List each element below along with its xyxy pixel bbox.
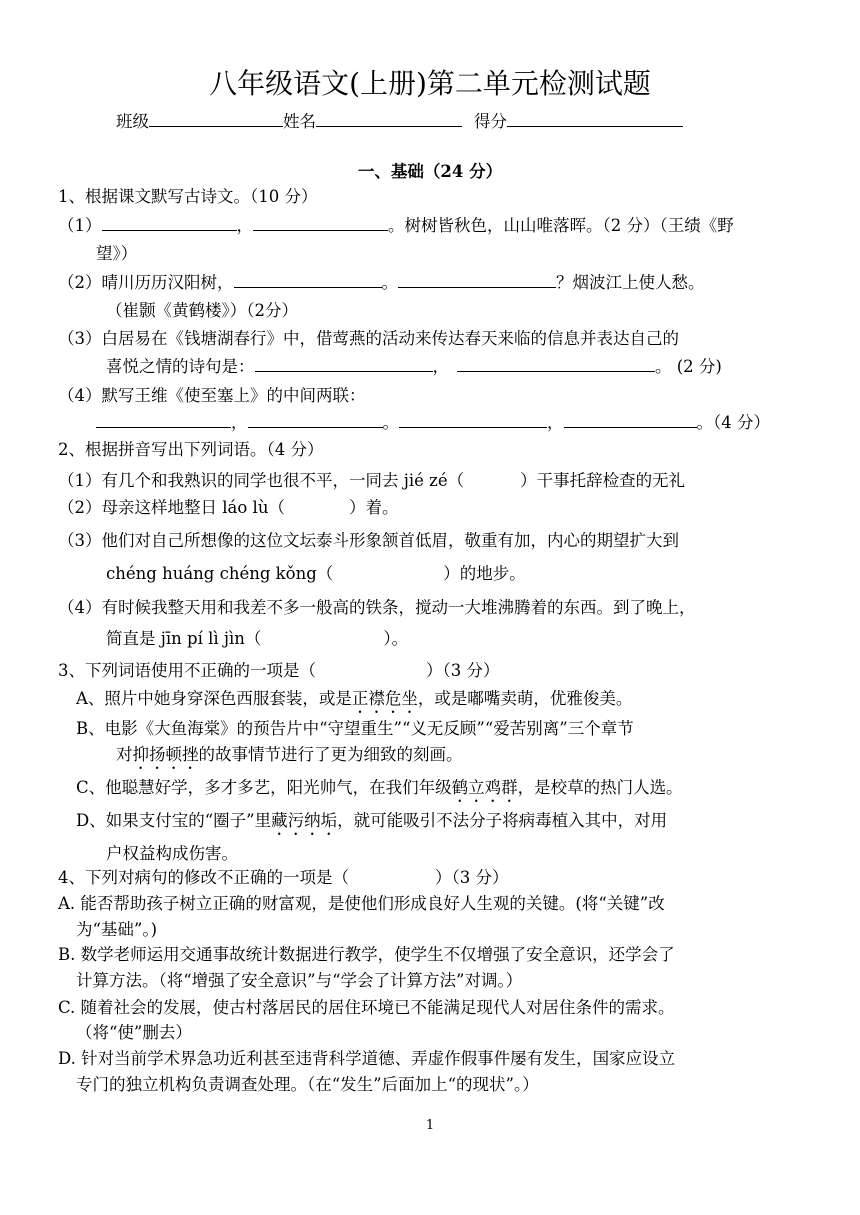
q1-item2-cont: （崔颢《黄鹤楼》）（2分）	[106, 301, 298, 320]
q1-item1: （1） ， 。树树皆秋色，山山唯落晖。（2 分）（王绩《野	[58, 216, 734, 235]
q2-title: 2、根据拼音写出下列词语。（4 分）	[58, 440, 324, 459]
answer-blank[interactable]	[399, 412, 547, 428]
class-field[interactable]	[149, 111, 283, 127]
answer-blank[interactable]	[234, 272, 382, 288]
q2-item3-line2: chéng huáng chéng kǒng（ ）的地步。	[106, 564, 526, 583]
emphasized-word: 抑扬顿挫	[132, 745, 199, 764]
q1-item3-line1: （3）白居易在《钱塘湖春行》中，借莺燕的活动来传达春天来临的信息并表达自己的	[58, 329, 679, 348]
emphasized-word: 藏污纳垢	[271, 811, 338, 830]
q4-option-b-line1: B. 数学老师运用交通事故统计数据进行教学，使学生不仅增强了安全意识，还学会了	[58, 945, 675, 964]
section-heading-basics: 一、基础（24 分）	[357, 162, 503, 181]
page-number: 1	[425, 1118, 435, 1133]
answer-blank[interactable]	[102, 215, 237, 231]
name-field[interactable]	[316, 111, 462, 127]
q4-option-a-line2: 为“基础”。)	[76, 920, 158, 939]
q2-item3-line1: （3）他们对自己所想像的这位文坛泰斗形象颔首低眉，敬重有加，内心的期望扩大到	[58, 531, 679, 550]
q4-option-b-line2: 计算方法。（将“增强了安全意识”与“学会了计算方法”对调。）	[76, 971, 523, 990]
q3-option-b-line1: B、电影《大鱼海棠》的预告片中“守望重生”“义无反顾”“爱苦别离”三个章节	[76, 719, 634, 738]
answer-blank[interactable]	[457, 356, 655, 372]
q3-option-a: A、照片中她身穿深色西服套装，或是正襟危坐，或是嘟嘴卖萌，优雅俊美。	[76, 689, 633, 708]
q3-option-b-line2: 对抑扬顿挫的故事情节进行了更为细致的刻画。	[116, 745, 463, 764]
q3-option-d-line2: 户权益构成伤害。	[106, 844, 238, 863]
q3-option-d-line1: D、如果支付宝的“圈子”里藏污纳垢，就可能吸引不法分子将病毒植入其中，对用	[76, 811, 668, 830]
q2-item2: （2）母亲这样地整日 láo lù（ ）着。	[58, 498, 399, 517]
answer-blank[interactable]	[253, 215, 388, 231]
q2-item4-line2: 简直是 jīn pí lì jìn（ ）。	[106, 629, 409, 648]
q1-item4-line2: ， 。 ， 。（4 分）	[96, 412, 770, 434]
answer-blank[interactable]	[96, 412, 231, 428]
answer-blank[interactable]	[398, 272, 556, 288]
q1-item1-cont: 望》）	[96, 244, 138, 263]
q1-title: 1、根据课文默写古诗文。（10 分）	[58, 187, 318, 206]
q4-option-c-line1: C. 随着社会的发展，使古村落居民的居住环境已不能满足现代人对居住条件的需求。	[58, 998, 675, 1017]
answer-blank[interactable]	[564, 412, 697, 428]
header-fields	[116, 111, 683, 133]
score-field[interactable]	[507, 111, 683, 127]
score-label: 得分	[474, 112, 507, 131]
q3-title: 3、下列词语使用不正确的一项是（ ）（3 分）	[58, 661, 500, 680]
name-label: 姓名	[283, 112, 316, 131]
answer-blank[interactable]	[248, 412, 383, 428]
q1-item3-line2: 喜悦之情的诗句是： ， 。 (2 分)	[106, 357, 722, 376]
class-label: 班级	[116, 112, 149, 131]
q4-title: 4、下列对病句的修改不正确的一项是（ ）（3 分）	[58, 868, 509, 887]
emphasized-word: 鹤立鸡群	[451, 778, 518, 797]
q4-option-a-line1: A. 能否帮助孩子树立正确的财富观，是使他们形成良好人生观的关键。(将“关键”改	[58, 894, 665, 913]
answer-blank[interactable]	[255, 356, 433, 372]
q2-item1: （1）有几个和我熟识的同学也很不平，一同去 jié zé（ ）干事托辞检查的无礼	[58, 471, 686, 490]
q1-item4-line1: （4）默写王维《使至塞上》的中间两联：	[58, 386, 366, 405]
q2-item4-line1: （4）有时候我整天用和我差不多一般高的铁条，搅动一大堆沸腾着的东西。到了晚上，	[58, 598, 696, 617]
q3-option-c: C、他聪慧好学，多才多艺，阳光帅气，在我们年级鹤立鸡群，是校草的热门人选。	[76, 778, 683, 797]
q4-option-d-line2: 专门的独立机构负责调查处理。（在“发生”后面加上“的现状”。）	[76, 1075, 539, 1094]
q4-option-c-line2: （将“使”删去）	[76, 1023, 192, 1042]
q1-item2: （2）晴川历历汉阳树， 。 ？烟波江上使人愁。	[58, 273, 705, 292]
page-title: 八年级语文(上册)第二单元检测试题	[209, 67, 651, 100]
emphasized-word: 正襟危坐	[351, 689, 418, 708]
q4-option-d-line1: D. 针对当前学术界急功近利甚至违背科学道德、弄虚作假事件屡有发生，国家应设立	[58, 1049, 676, 1068]
